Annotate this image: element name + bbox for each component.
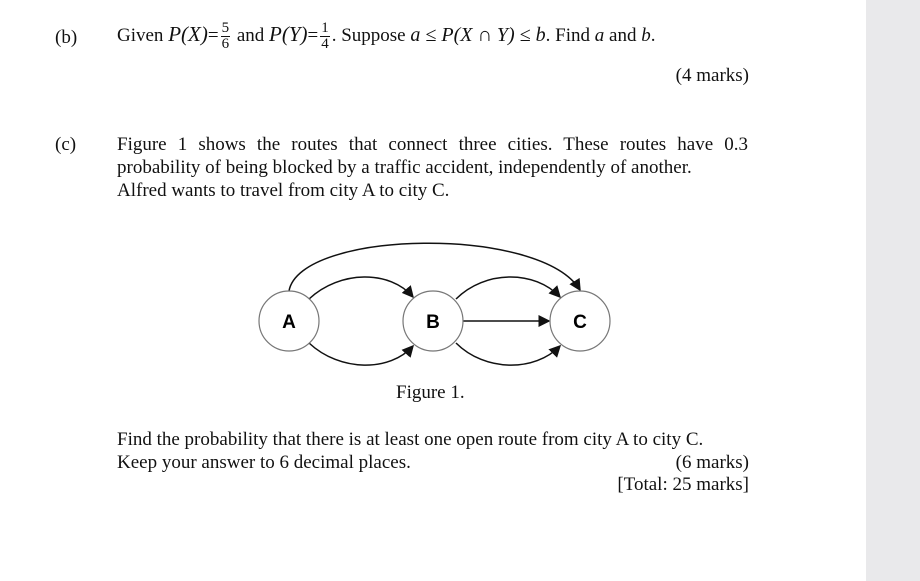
math-px: P(X) xyxy=(168,22,208,46)
math-eq: = xyxy=(307,25,319,46)
math-a: a xyxy=(594,25,605,46)
math-inequality: a ≤ P(X ∩ Y) ≤ b xyxy=(410,24,546,46)
den: 4 xyxy=(321,36,329,53)
num: 5 xyxy=(221,20,230,37)
text: and xyxy=(236,25,265,46)
math-eq: = xyxy=(207,25,219,46)
text: Given xyxy=(117,25,164,46)
question-line-1: Find the probability that there is at least one open route from city A to city C. xyxy=(117,429,704,450)
city-a-label: A xyxy=(282,312,296,333)
figure-caption: Figure 1. xyxy=(396,382,465,403)
den: 6 xyxy=(221,36,230,53)
part-b-label: (b) xyxy=(55,27,78,48)
text: and xyxy=(609,25,637,46)
part-c-line-3: Alfred wants to travel from city A to city C. xyxy=(117,180,450,201)
math-py: P(Y) xyxy=(269,22,308,46)
question-line-2: Keep your answer to 6 decimal places. xyxy=(117,452,411,473)
math-b: b xyxy=(641,25,651,46)
part-c-line-1: Figure 1 shows the routes that connect three cities. These routes have 0.3 xyxy=(117,134,748,155)
part-c-label: (c) xyxy=(55,134,77,155)
right-scroll-gutter xyxy=(866,0,920,581)
city-b-label: B xyxy=(426,312,440,333)
part-c-line-2: probability of being blocked by a traffic accident, independently of another. xyxy=(117,157,692,178)
part-b-marks: (4 marks) xyxy=(675,65,749,86)
text: . Suppose xyxy=(331,25,406,46)
route-b-c-upper xyxy=(456,277,560,299)
total-marks: [Total: 25 marks] xyxy=(617,474,749,495)
route-a-b-upper xyxy=(309,277,413,299)
route-a-b-lower xyxy=(309,343,413,365)
num: 1 xyxy=(321,20,329,37)
text: . xyxy=(650,25,656,46)
route-b-c-lower xyxy=(456,343,560,365)
part-c-marks: (6 marks) xyxy=(675,452,749,473)
city-c-label: C xyxy=(573,312,587,333)
text: . Find xyxy=(545,25,591,46)
